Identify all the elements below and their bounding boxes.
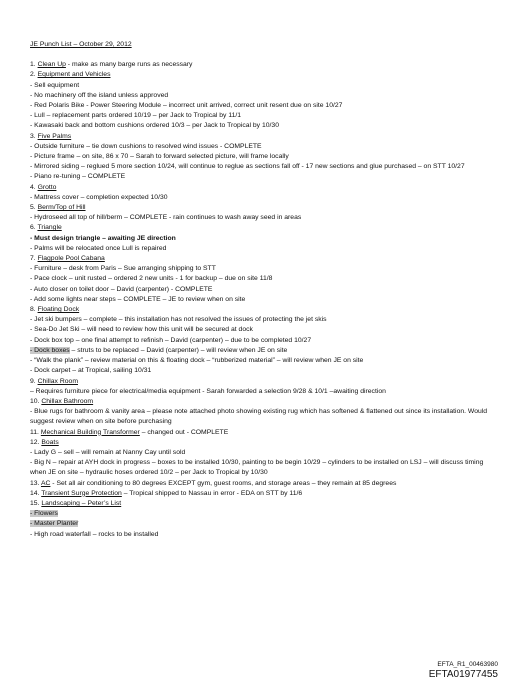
section-number: 6. xyxy=(30,224,38,232)
list-item: - Add some lights near steps – COMPLETE – JE to review when on site xyxy=(30,295,246,303)
section-heading xyxy=(30,489,490,499)
section-number: 12. xyxy=(30,438,42,446)
list-item: - Red Polaris Bike - Power Steering Module – incorrect unit arrived, correct unit resent due on site 10/27 xyxy=(30,102,343,110)
section-heading xyxy=(30,223,490,233)
section-heading xyxy=(30,397,490,407)
list-item: – Requires furniture piece for electrical/media equipment - Sarah forwarded a selection 9/28 & 10/1 –awaiting direction xyxy=(30,387,386,395)
section-title: Transient Surge Protection xyxy=(41,489,122,497)
list-item xyxy=(30,509,490,519)
section-note: – Tropical shipped to Nassau in error - EDA on STT by 11/6 xyxy=(121,489,303,497)
section-number: 2. xyxy=(30,71,38,79)
section-number: 9. xyxy=(30,377,38,385)
punch-list-document xyxy=(30,40,490,540)
footer-small-id: EFTA_R1_00463980 xyxy=(437,661,498,668)
section-number: 7. xyxy=(30,255,38,263)
section-title: Chillax Bathroom xyxy=(41,397,94,405)
highlighted-text: - Flowers xyxy=(30,510,58,518)
section-title: Landscaping – Peter’s List xyxy=(41,499,122,507)
list-item: - Kawasaki back and bottom cushions ordered 10/3 – per Jack to Tropical by 10/30 xyxy=(30,122,279,130)
highlighted-text: - Dock boxes xyxy=(30,346,70,354)
item-text: – struts to be replaced – David (carpenter) – will review when JE on site xyxy=(69,346,288,354)
list-item: - Blue rugs for bathroom & vanity area – please note attached photo showing existing rug which has softened & flattened out since its installation. Would suggest review when on site before purchasing xyxy=(30,408,488,426)
section-heading xyxy=(30,60,490,70)
section-heading xyxy=(30,132,490,142)
section-title: Floating Dock xyxy=(37,306,80,314)
list-item: - Mattress cover – completion expected 10/30 xyxy=(30,193,168,201)
list-item: - High road waterfall – rocks to be installed xyxy=(30,530,159,538)
section-title: Berm/Top of Hill xyxy=(37,204,86,212)
section-title: AC xyxy=(40,479,51,487)
section-heading xyxy=(30,305,490,315)
list-item: - Dock carpet – at Tropical, sailing 10/31 xyxy=(30,367,152,375)
list-item: - Auto closer on toilet door – David (carpenter) - COMPLETE xyxy=(30,285,213,293)
section-title: Boats xyxy=(41,438,59,446)
list-item xyxy=(30,346,490,356)
list-item: - Picture frame – on site, 86 x 70 – Sarah to forward selected picture, will frame locally xyxy=(30,153,289,161)
list-item: - Dock box top – one final attempt to refinish – David (carpenter) – due to be completed 10/27 xyxy=(30,336,312,344)
list-item: - Hydroseed all top of hill/berm – COMPLETE - rain continues to wash away seed in areas xyxy=(30,214,302,222)
list-item: - Big N – repair at AYH dock in progress – boxes to be installed 10/30, painting to be begin 10/29 – cylinders to be installed on LSJ – will discuss timing when JE on site – hydraulic hoses ordered 10/2 – per Jack to Tropical by 10/30 xyxy=(30,459,484,477)
section-number: 15. xyxy=(30,499,42,507)
section-note: – changed out - COMPLETE xyxy=(139,428,229,436)
section-number: 3. xyxy=(30,132,38,140)
list-item: - Sell equipment xyxy=(30,81,80,89)
highlighted-text: - Master Planter xyxy=(30,520,79,528)
list-item xyxy=(30,519,490,529)
section-title: Equipment and Vehicles xyxy=(37,71,111,79)
section-note: - Set all air conditioning to 80 degrees EXCEPT gym, guest rooms, and storage areas – they remain at 85 degrees xyxy=(50,479,397,487)
section-heading xyxy=(30,183,490,193)
section-title: Grotto xyxy=(37,183,57,191)
punch-list-lines xyxy=(30,60,490,540)
section-note: - make as many barge runs as necessary xyxy=(65,61,193,69)
list-item: - Piano re-tuning – COMPLETE xyxy=(30,173,126,181)
document-title: JE Punch List – October 29, 2012 xyxy=(30,41,132,48)
section-title: Flagpole Pool Cabana xyxy=(37,255,105,263)
list-item-bold: - Must design triangle – awaiting JE direction xyxy=(30,234,176,242)
list-item: - Pace clock – unit rusted – ordered 2 new units - 1 for backup – due on site 11/8 xyxy=(30,275,273,283)
list-item: - Jet ski bumpers – complete – this installation has not resolved the issues of protecting the jet skis xyxy=(30,316,327,324)
section-number: 10. xyxy=(30,397,42,405)
section-title: Chillax Room xyxy=(37,377,78,385)
section-heading xyxy=(30,428,490,438)
section-heading xyxy=(30,499,490,509)
section-title: Triangle xyxy=(37,224,62,232)
section-number: 8. xyxy=(30,306,38,314)
list-item: - Furniture – desk from Paris – Sue arranging shipping to STT xyxy=(30,265,216,273)
section-number: 5. xyxy=(30,204,38,212)
section-heading xyxy=(30,377,490,387)
section-heading xyxy=(30,70,490,80)
section-number: 11. xyxy=(30,428,41,436)
list-item: - Lull – replacement parts ordered 10/19 – per Jack to Tropical by 11/1 xyxy=(30,112,242,120)
section-number: 14. xyxy=(30,489,42,497)
list-item: - Lady G – sell – will remain at Nanny Cay until sold xyxy=(30,448,186,456)
section-number: 4. xyxy=(30,183,38,191)
list-item: - Mirrored siding – reglued 5 more section 10/24, will continue to reglue as sections fall off - 17 new sections and glue purchased – on STT 10/27 xyxy=(30,163,465,171)
section-number: 13. xyxy=(30,479,41,487)
list-item: - Sea-Do Jet Ski – will need to review how this unit will be secured at dock xyxy=(30,326,253,334)
section-heading xyxy=(30,254,490,264)
section-heading xyxy=(30,203,490,213)
section-heading xyxy=(30,479,490,489)
section-heading xyxy=(30,438,490,448)
list-item: - No machinery off the island unless approved xyxy=(30,91,169,99)
section-number: 1. xyxy=(30,61,38,69)
list-item: - “Walk the plank” – review material on this & floating dock – “rubberized material” – will review when JE on site xyxy=(30,357,364,365)
section-title: Mechanical Building Transformer xyxy=(40,428,140,436)
list-item: - Outside furniture – tie down cushions to resolved wind issues - COMPLETE xyxy=(30,142,262,150)
section-title: Clean Up xyxy=(37,61,66,69)
section-title: Five Palms xyxy=(37,132,72,140)
list-item: - Palms will be relocated once Lull is repaired xyxy=(30,244,167,252)
document-footer xyxy=(429,660,498,681)
footer-large-id: EFTA01977455 xyxy=(428,669,498,680)
